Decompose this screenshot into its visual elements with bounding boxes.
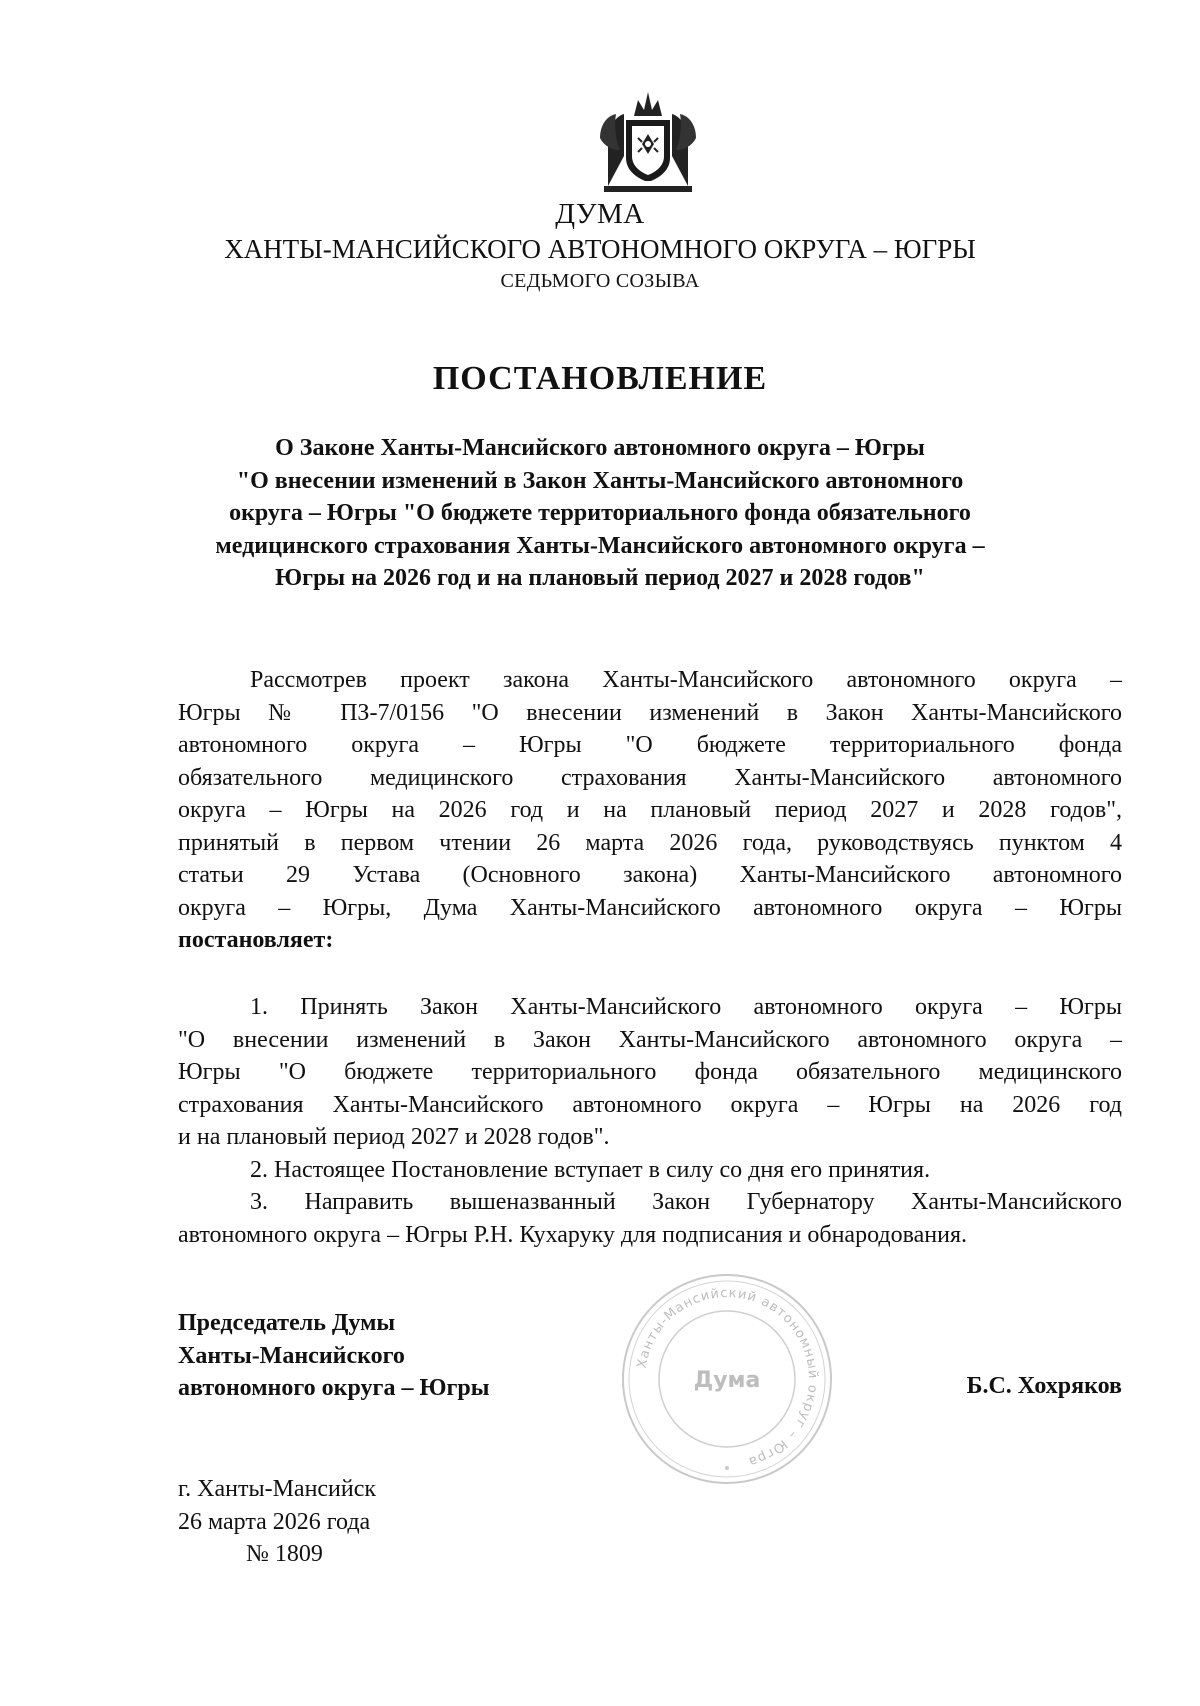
item-1-line: и на плановый период 2027 и 2028 годов". xyxy=(178,1124,610,1150)
signer-title xyxy=(178,1307,489,1405)
preamble-line: автономного округа – Югры "О бюджете территориального фонда xyxy=(178,732,1122,758)
organization-title: ДУМА xyxy=(555,198,645,230)
subject-line: округа – Югры "О бюджете территориального фонда обязательного xyxy=(229,500,971,526)
signer-title-line: Ханты-Мансийского xyxy=(178,1342,405,1369)
resolution-items xyxy=(178,991,1122,1251)
signer-title-line: автономного округа – Югры xyxy=(178,1375,490,1401)
item-3-line: автономного округа – Югры Р.Н. Кухаруку для подписания и обнародования. xyxy=(178,1221,967,1248)
document-type-title: ПОСТАНОВЛЕНИЕ xyxy=(432,360,768,397)
coat-of-arms-emblem xyxy=(594,86,702,196)
preamble-line: округа – Югры, Дума Ханты-Мансийского автономного округа – Югры xyxy=(178,894,1122,921)
subject-line: О Законе Ханты-Мансийского автономного округа – Югры xyxy=(275,435,925,461)
preamble-line: статьи 29 Устава (Основного закона) Ханты-Мансийского автономного xyxy=(178,862,1122,888)
official-seal-stamp xyxy=(618,1270,836,1488)
preamble-line: обязательного медицинского страхования Ханты-Мансийского автономного xyxy=(178,764,1122,791)
issue-place: г. Ханты-Мансийск xyxy=(178,1476,377,1502)
convocation-label: СЕДЬМОГО СОЗЫВА xyxy=(500,270,700,292)
item-3-line: 3. Направить вышеназванный Закон Губернатору Ханты-Мансийского xyxy=(250,1189,1122,1215)
item-1-line: страхования Ханты-Мансийского автономного округа – Югры на 2026 год xyxy=(178,1091,1122,1118)
preamble-line: Рассмотрев проект закона Ханты-Мансийского автономного округа – xyxy=(250,667,1122,693)
seal-ring-text: Ханты-Мансийский автономный округ – Югра xyxy=(634,1285,821,1470)
item-2: 2. Настоящее Постановление вступает в силу со дня его принятия. xyxy=(250,1156,931,1183)
subject-line: медицинского страхования Ханты-Мансийского автономного округа – xyxy=(215,532,985,559)
resolves-word: постановляет: xyxy=(178,927,334,953)
preamble-line: округа – Югры на 2026 год и на плановый период 2027 и 2028 годов", xyxy=(178,797,1122,823)
document-number: № 1809 xyxy=(246,1541,323,1567)
issue-details xyxy=(178,1473,376,1571)
subject-line: "О внесении изменений в Закон Ханты-Мансийского автономного xyxy=(236,467,964,494)
item-1-line: Югры "О бюджете территориального фонда обязательного медицинского xyxy=(178,1059,1122,1085)
issue-date: 26 марта 2026 года xyxy=(178,1508,371,1535)
preamble-line: Югры № ПЗ-7/0156 "О внесении изменений в Закон Ханты-Мансийского xyxy=(178,699,1122,726)
item-1-line: 1. Принять Закон Ханты-Мансийского автономного округа – Югры xyxy=(250,994,1122,1020)
seal-center-text: Дума xyxy=(693,1368,761,1393)
signer-name: Б.С. Хохряков xyxy=(966,1373,1122,1399)
item-1-line: "О внесении изменений в Закон Ханты-Мансийского автономного округа – xyxy=(178,1026,1122,1053)
preamble-line: принятый в первом чтении 26 марта 2026 года, руководствуясь пунктом 4 xyxy=(178,829,1122,856)
subject-line: Югры на 2026 год и на плановый период 2027 и 2028 годов" xyxy=(275,565,925,591)
region-title: ХАНТЫ-МАНСИЙСКОГО АВТОНОМНОГО ОКРУГА – ЮГРЫ xyxy=(224,234,976,264)
signer-title-line: Председатель Думы xyxy=(178,1310,396,1336)
document-subject xyxy=(0,432,1200,595)
preamble-paragraph xyxy=(178,664,1122,957)
